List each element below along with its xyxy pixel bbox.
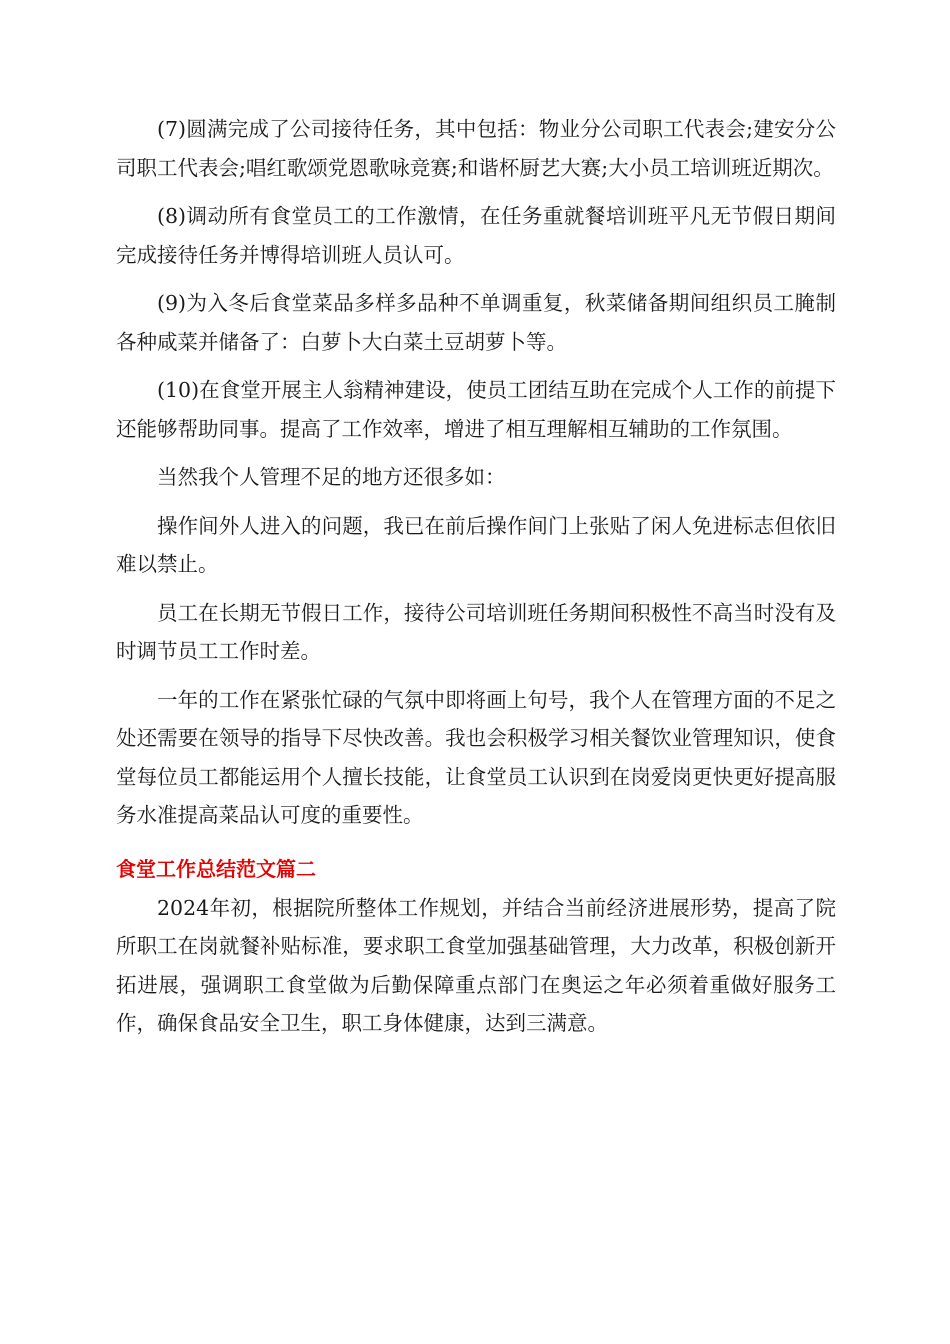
paragraph-item-7: (7)圆满完成了公司接待任务，其中包括：物业分公司职工代表会;建安分公司职工代表会;唱红歌颂党恩歌咏竞赛;和谐杯厨艺大赛;大小员工培训班近期次。 [116,117,836,180]
paragraph-item-9: (9)为入冬后食堂菜品多样多品种不单调重复，秋菜储备期间组织员工腌制各种咸菜并储备了：白萝卜大白菜土豆胡萝卜等。 [116,291,836,354]
paragraph-shortcoming-access: 操作间外人进入的问题，我已在前后操作间门上张贴了闲人免进标志但依旧难以禁止。 [116,513,836,576]
document-page [116,110,836,1053]
paragraph-item-10: (10)在食堂开展主人翁精神建设，使员工团结互助在完成个人工作的前提下还能够帮助同事。提高了工作效率，增进了相互理解相互辅助的工作氛围。 [116,378,836,441]
paragraph-item-8: (8)调动所有食堂员工的工作激情，在任务重就餐培训班平凡无节假日期间完成接待任务并博得培训班人员认可。 [116,204,836,267]
paragraph-conclusion: 一年的工作在紧张忙碌的气氛中即将画上句号，我个人在管理方面的不足之处还需要在领导的指导下尽快改善。我也会积极学习相关餐饮业管理知识，使食堂每位员工都能运用个人擅长技能，让食堂员工认识到在岗爱岗更快更好提高服务水准提高菜品认可度的重要性。 [116,687,836,827]
section-heading: 食堂工作总结范文篇二 [116,856,316,881]
paragraph-shortcomings-intro: 当然我个人管理不足的地方还很多如： [157,465,506,489]
paragraph-section-two-intro: 2024年初，根据院所整体工作规划，并结合当前经济进展形势，提高了院所职工在岗就餐补贴标准，要求职工食堂加强基础管理，大力改革，积极创新开拓进展，强调职工食堂做为后勤保障重点部门在奥运之年必须着重做好服务工作，确保食品安全卫生，职工身体健康，达到三满意。 [116,895,836,1035]
paragraph-shortcoming-morale: 员工在长期无节假日工作，接待公司培训班任务期间积极性不高当时没有及时调节员工工作时差。 [116,600,836,663]
